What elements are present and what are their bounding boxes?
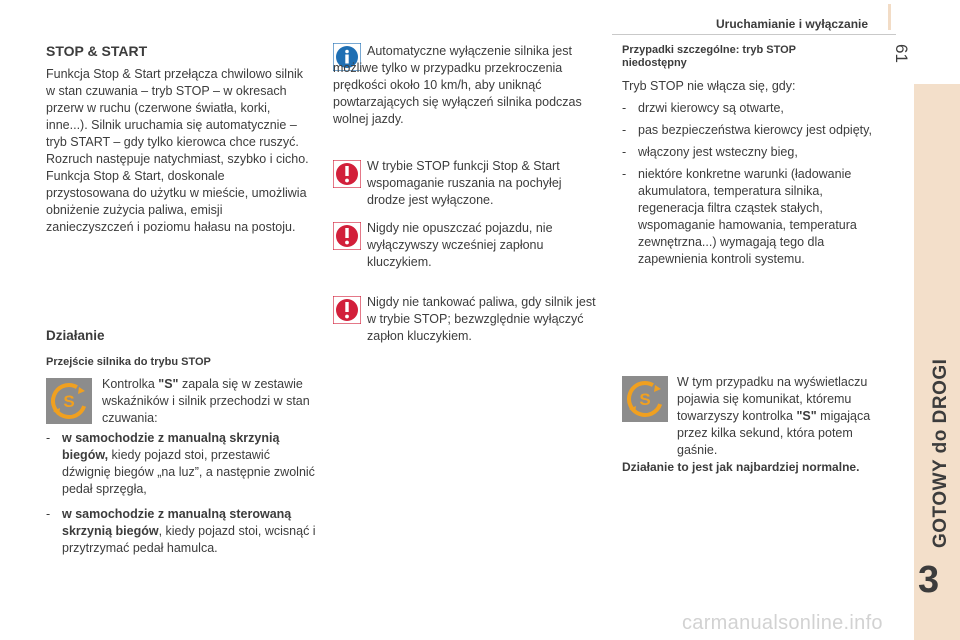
warning-icon [333, 296, 361, 324]
warning-leave-vehicle: Nigdy nie opuszczać pojazdu, nie wyłączywszy wcześniej zapłonu kluczykiem. [367, 221, 553, 269]
svg-text:S: S [63, 392, 75, 411]
special-cases-block [622, 78, 892, 268]
closing-statement: Działanie to jest jak najbardziej normalne. [622, 460, 860, 474]
list-item: - drzwi kierowcy są otwarte, [622, 100, 892, 117]
header-accent-tick [888, 4, 891, 30]
special-cases-lead: Tryb STOP nie włącza się, gdy: [622, 79, 796, 93]
warning-hill-assist: W trybie STOP funkcji Stop & Start wspomaganie ruszania na pochyłej drodze jest wyłączone. [367, 159, 562, 207]
header-divider [612, 34, 896, 35]
intro-block [46, 66, 310, 236]
list-item: - w samochodzie z manualną sterowaną skrzynią biegów, kiedy pojazd stoi, wcisnąć i przytrzymać pedał hamulca. [46, 506, 318, 557]
watermark: carmanualsonline.info [682, 612, 883, 634]
svg-text:S: S [639, 390, 651, 409]
section-title-operation: Działanie [46, 328, 105, 343]
stop-start-lamp-icon [46, 378, 92, 424]
page-header-title: Uruchamianie i wyłączanie [716, 17, 869, 31]
special-cases-list [622, 100, 892, 268]
list-item: - włączony jest wsteczny bieg, [622, 144, 892, 161]
list-item: - w samochodzie z manualną skrzynią biegów, kiedy pojazd stoi, przestawić dźwignię biegów „na luz”, a następnie zwolnić pedał sprzęgła, [46, 430, 318, 498]
warning-icon [333, 160, 361, 188]
stop-mode-bullets [46, 430, 318, 557]
flashing-lamp-description: W tym przypadku na wyświetlaczu pojawia się komunikat, któremu towarzyszy kontrolka "S" migająca przez kilka sekund, która potem gaśnie. [677, 375, 871, 457]
warning-icon [333, 222, 361, 250]
intro-paragraph-1: Funkcja Stop & Start przełącza chwilowo silnik w stan czuwania – tryb STOP – w okresach przerw w ruchu (czerwone światła, korki, inne...). Silnik uruchamia się automatycznie – tryb START – gdy tylko kierowca chce ruszyć. Rozruch następuje natychmiast, szybko i cicho. [46, 67, 309, 166]
list-item: - pas bezpieczeństwa kierowcy jest odpięty, [622, 122, 892, 139]
lamp-description: Kontrolka "S" zapala się w zestawie wskaźników i silnik przechodzi w stan czuwania: [102, 377, 310, 425]
info-note: Automatyczne wyłączenie silnika jest możliwe tylko w przypadku przekroczenia prędkości około 10 km/h, aby uniknąć powtarzających się wyłączeń silnika podczas wolnej jazdy. [333, 44, 582, 126]
page-number: 61 [892, 44, 911, 63]
special-cases-title: Przypadki szczególne: tryb STOP niedostępny [622, 44, 796, 69]
chapter-label: GOTOWY do DROGI [930, 358, 951, 548]
stop-start-lamp-icon [622, 376, 668, 422]
subsection-title-stop-mode: Przejście silnika do trybu STOP [46, 356, 211, 368]
intro-paragraph-2: Funkcja Stop & Start, doskonale przystosowana do użytku w mieście, umożliwia obniżenie zużycia paliwa, emisji zanieczyszczeń i poziomu hałasu na postoju. [46, 169, 307, 234]
chapter-number: 3 [918, 559, 940, 601]
list-item: - niektóre konkretne warunki (ładowanie akumulatora, temperatura silnika, regeneracja filtra cząstek stałych, wspomaganie hamowania, temperatura zewnętrzna...) wymagają tego dla zapewnienia kontroli systemu. [622, 166, 892, 268]
section-title-stop-start: STOP & START [46, 43, 148, 59]
warning-refuel: Nigdy nie tankować paliwa, gdy silnik jest w trybie STOP; bezwzględnie wyłączyć zapłon kluczykiem. [367, 295, 596, 343]
